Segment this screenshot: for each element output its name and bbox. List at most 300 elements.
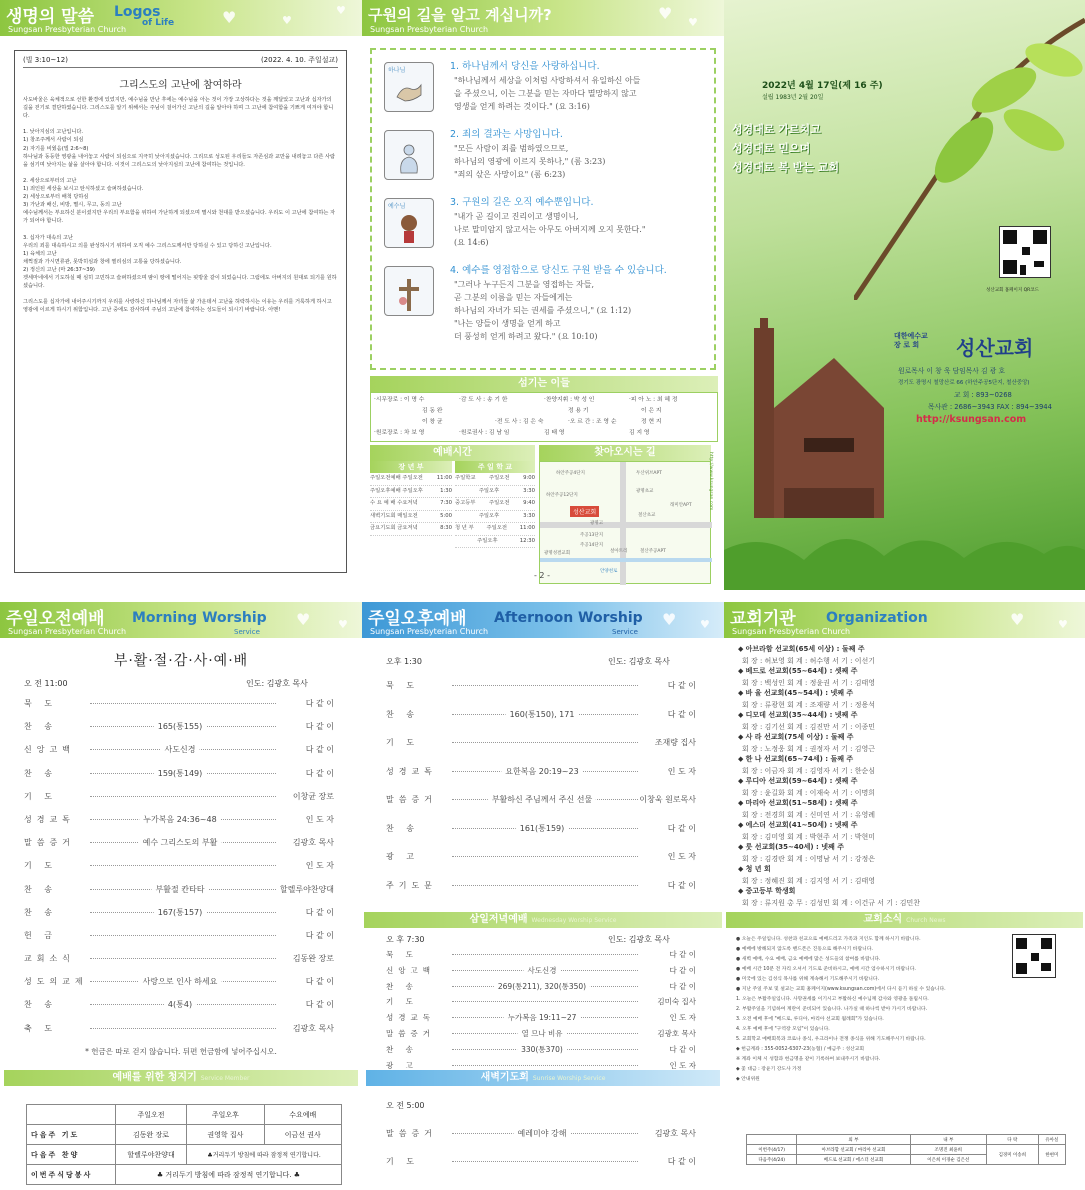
order-item-name: 찬 송: [386, 709, 419, 719]
table-cell: 베드로 선교회 / 에스더 선교회: [797, 1155, 910, 1165]
order-item-content: 사도신경: [161, 744, 200, 755]
diamond-icon: ◆: [738, 799, 746, 807]
schedule-time: 8:30: [440, 525, 452, 531]
heart-icon: ♥: [338, 618, 348, 631]
table-cell: ♣ 거리두기 방침에 따라 잠정적 연기합니다. ♣: [115, 1165, 341, 1185]
diamond-icon: ◆: [738, 777, 746, 785]
schedule-time: 5:00: [440, 512, 452, 519]
order-item-leader: 다 같 이: [305, 745, 334, 755]
table-cell: [747, 1135, 797, 1145]
sermon-paragraph: 하나님과 동등한 영광을 내어놓고 사람이 되심으로 지극히 낮아지셨습니다. 그리므로 성도된 우리들도 자존심과 교만을 내려놓고 다른 사람을 섬기며 낮아지는 삶을 살아야 합니다. 이것이 그리스도의 낮아지심의 고난에 참여하는 것입니다.: [23, 153, 336, 168]
order-row: [362, 731, 724, 760]
table-row: [747, 1145, 1066, 1155]
servant-cell: ·피 아 노 : 최 혜 정: [629, 397, 678, 403]
news-item: ● 예배에 방해되지 않도록 핸드폰은 진동으로 해주시기 바랍니다.: [736, 947, 873, 952]
worship-schedule: [370, 445, 535, 584]
organization-officers: 회 장 : 류지원 총 무 : 김성민 회 계 : 이건규 서 기 : 김민찬: [742, 898, 921, 907]
church-building-image: [744, 318, 884, 518]
order-title: 부·활·절·감·사·예·배: [113, 653, 249, 669]
servants-row: [374, 417, 714, 428]
school-title: 주 일 학 교: [455, 461, 535, 473]
order-row: [362, 1041, 724, 1057]
order-row: [0, 692, 362, 715]
heart-icon: ♥: [700, 618, 710, 631]
servants-row: [374, 406, 714, 417]
order-item-leader: 다 같 이: [667, 709, 696, 719]
map-label: 광명성결교회: [544, 551, 571, 556]
sermon-paragraph: 2) 세상으로부터 배척 당하심: [23, 194, 89, 201]
news-title-text: 교회소식: [863, 914, 903, 925]
order-row: [362, 674, 724, 703]
sermon-panel: [0, 0, 362, 590]
map-label: 철산초교: [638, 513, 656, 518]
organization-name: 에스더 선교회(41~50세) : 넷째 주: [745, 821, 858, 829]
order-item-name: 말씀증거: [24, 838, 75, 848]
worship-leader: 인도: 김광호 목사: [608, 657, 670, 666]
order-item-name: 찬 송: [24, 722, 57, 732]
order-item-content: 165(통155): [154, 721, 207, 732]
table-row: [27, 1105, 342, 1125]
map-label: 두산위브APT: [636, 471, 662, 476]
organization-item: [738, 688, 1071, 700]
diamond-icon: ◆: [738, 711, 746, 719]
quote-line: "나는 양들이 생명을 얻게 하고: [454, 319, 561, 328]
dotted-leader: [90, 796, 276, 797]
news-item: 1. 오늘은 부활주일입니다. 사망권세를 이기시고 부활하신 예수님께 감사와 영광을 돌립시다.: [736, 997, 929, 1002]
news-item: 3. 오전 예배 후에 "베드로, 루디아, 마리아 선교회 월례회"가 있습니다.: [736, 1017, 884, 1022]
website-link[interactable]: http://ksungsan.com: [916, 414, 1027, 425]
organization-name: 룻 선교회(35~40세) : 넷째 주: [745, 843, 844, 851]
schedule-time: 1:30: [440, 487, 452, 494]
usher-title-text: 예배를 위한 청지기: [112, 1072, 197, 1083]
order-item-content: 사랑으로 인사 하세요: [139, 976, 222, 987]
diamond-icon: ◆: [738, 865, 746, 873]
sermon-header: [0, 0, 362, 36]
qr-code-icon[interactable]: [999, 226, 1051, 278]
order-item-leader: 다 같 이: [305, 1000, 334, 1010]
schedule-group: 청 년 부: [455, 525, 474, 531]
guide-table: [746, 1134, 1066, 1165]
sermon-paragraph: 우리의 죄를 대속하시고 의를 완성하시기 위하여 오직 예수 그리스도께서만 당하실 수 있고 당하신 고난입니다.: [23, 242, 272, 249]
schedule-row: [370, 486, 452, 499]
organization-name: 디모데 선교회(35~44세) : 넷째 주: [745, 711, 858, 719]
order-list: [362, 946, 724, 1088]
news-item: ● 새벽 예배, 수요 예배, 금요 예배에 많은 성도들의 참여를 바랍니다.: [736, 957, 881, 962]
order-row: [0, 901, 362, 924]
order-item-content: 269(통211), 320(통350): [494, 981, 590, 992]
order-item-leader: 김광호 목사: [654, 1129, 696, 1138]
schedule-name: 주일오전: [486, 525, 507, 531]
order-item-leader: 인 도 자: [305, 814, 334, 824]
sermon-body: [23, 96, 338, 315]
order-item-name: 기 도: [386, 1157, 419, 1166]
news-item: ● 지난 주일 주보 및 설교는 교회 홈페이지(www.ksungsan.com)에서 다시 듣기 하실 수 있습니다.: [736, 987, 946, 992]
cross-icon: [384, 266, 434, 316]
sermon-paragraph: 채찍질과 가시면류관, 못박히심과 창에 찔리심의 고통을 당하셨습니다.: [23, 258, 182, 265]
order-row: [0, 878, 362, 901]
dotted-leader: [452, 1001, 638, 1002]
table-cell: 아브라함 선교회 / 마리아 선교회: [797, 1145, 910, 1155]
info-section: [370, 376, 718, 584]
order-head: [362, 1096, 724, 1114]
order-item-leader: 인 도 자: [669, 1013, 696, 1023]
worship-time: 오 전 11:00: [24, 679, 68, 688]
hands-icon: [384, 62, 434, 112]
organization-title-en: Organization: [826, 610, 928, 626]
schedule-time: 7:30: [440, 500, 452, 506]
table-cell: ♣거리두기 방침에 따라 잠정적 연기합니다.: [187, 1145, 342, 1165]
order-item-name: 말씀증거: [386, 1028, 435, 1038]
servant-cell: 김 동 완: [422, 408, 443, 414]
order-item-name: 성경교독: [386, 1013, 435, 1023]
order-item-name: 찬 송: [386, 823, 419, 833]
order-item-leader: 다 같 이: [305, 699, 334, 708]
diamond-icon: ◆: [738, 689, 746, 697]
dotted-leader: [90, 865, 276, 866]
table-cell: 조명진 최윤희: [910, 1145, 986, 1155]
diamond-icon: ◆: [738, 843, 746, 851]
schedule-row: [455, 523, 535, 536]
map-label: 설아트리: [610, 549, 628, 554]
schedule-name: 수 요 예 배 수요저녁: [370, 500, 418, 506]
news-item: ● 오늘은 주일입니다. 성찬과 친교으로 예배드리고 가족과 지인도 함께 하시기 바랍니다.: [736, 937, 921, 942]
organization-item: [738, 864, 1071, 876]
sermon-box: [14, 50, 347, 573]
founded-date: 설립 1983년 2월 20일: [762, 94, 824, 101]
order-item-leader: 김광호 목사: [292, 838, 334, 848]
order-item-name: 기 도: [24, 861, 57, 871]
order-item-name: 광 고: [386, 852, 419, 861]
order-row: [362, 978, 724, 994]
worship-leader: 인도: 김광호 목사: [608, 935, 670, 944]
organization-item: [738, 820, 1071, 832]
order-item-leader: 다 같 이: [305, 907, 334, 917]
quote-line: "하나님께서 세상을 이처럼 사랑하셔서 유일하신 아들: [454, 76, 641, 85]
directions: [539, 445, 711, 584]
order-item-leader: 조재량 집사: [654, 738, 696, 747]
order-item-name: 성경교독: [386, 766, 437, 776]
table-header: 내 부: [910, 1135, 986, 1145]
afternoon-sub2: Service: [612, 628, 638, 636]
sermon-paragraph: 1. 낮아지심의 고난입니다.: [23, 129, 84, 136]
diamond-icon: ◆: [738, 733, 746, 741]
map-label: 철산주공APT: [640, 549, 666, 554]
order-item-leader: 김광호 목사: [292, 1023, 334, 1033]
organization-officers: 회 장 : 김미영 회 계 : 박현주 서 기 : 박현미: [742, 832, 875, 841]
order-item-leader: 인 도 자: [305, 861, 334, 871]
order-row: [0, 947, 362, 970]
table-header: 주일오전: [115, 1105, 186, 1125]
servant-cell: ·시무장로 : 이 명 수: [374, 397, 425, 403]
order-item-name: 찬 송: [24, 907, 57, 917]
morning-title-ko: 주일오전예배: [6, 609, 105, 629]
schedule-name: 주일오후: [478, 512, 500, 519]
order-item-leader: 인 도 자: [669, 1060, 696, 1070]
sermon-paragraph: 2) 자기를 비웠음(빌 2:6~8): [23, 145, 89, 152]
order-item-name: 성경교독: [24, 814, 75, 824]
servants-row: [374, 428, 714, 439]
table-cell: 이번주(4/17): [747, 1145, 797, 1155]
diamond-icon: ◆: [738, 667, 746, 675]
organization-item: [738, 666, 1071, 678]
sermon-paragraph: 1) 육체의 고난: [23, 250, 57, 257]
order-item-leader: 할렐루야찬양대: [279, 884, 334, 894]
row-label: 다음주 기도: [27, 1125, 116, 1145]
church-motto: [732, 120, 839, 177]
sermon-header-title: 생명의 말씀: [6, 7, 95, 27]
sermon-paragraph: 2) 정신의 고난 (마 26:37~39): [23, 266, 95, 273]
schedule-time: 11:00: [436, 475, 452, 481]
schedule-columns: [370, 461, 535, 548]
heart-icon: ♥: [222, 8, 237, 27]
quote-line: 영생을 얻게 하려는 것이다." (요 3:16): [454, 102, 590, 111]
schedule-row: [370, 498, 452, 511]
sermon-header-en2: of Life: [142, 18, 175, 28]
servant-cell: 정 용 기: [568, 408, 589, 414]
quote-line: 하나님의 자녀가 되는 권세를 주셨으니," (요 1:12): [454, 306, 632, 315]
morning-sub2: Service: [234, 628, 260, 636]
organization-officers: 회 장 : 류광현 회 계 : 조재량 서 기 : 정용석: [742, 700, 875, 709]
organization-item: [738, 710, 1071, 722]
qr-code-icon[interactable]: [1012, 934, 1056, 978]
order-item-name: 말씀증거: [386, 1129, 437, 1138]
pastors: 원로목사 이 창 욱 담임목사 김 광 호: [898, 367, 1006, 375]
organization-item: [738, 886, 1071, 898]
table-header: 수요예배: [264, 1105, 341, 1125]
order-item-name: 신앙고백: [386, 965, 435, 975]
gospel-box: [370, 48, 716, 370]
order-head: [362, 652, 724, 670]
organization-name: 루디아 선교회(59~64세) : 셋째 주: [745, 777, 858, 785]
quote-line: (요 14:6): [454, 238, 489, 247]
heart-icon: ♥: [1058, 618, 1068, 631]
table-header: 다 락: [986, 1135, 1038, 1145]
salvation-panel: [362, 0, 724, 590]
order-head: [0, 674, 362, 692]
schedule-row: [455, 486, 535, 499]
schedule-name: 주일오후: [477, 537, 498, 544]
schedule-name: 금요기도회 금요저녁: [370, 525, 418, 531]
order-item-leader: 김미숙 집사: [657, 997, 696, 1007]
schedule-row: [455, 473, 535, 486]
order-item-content: 예수 그리스도의 부활: [139, 837, 222, 848]
sermon-paragraph: 1) 창조주께서 사람이 되심: [23, 137, 84, 144]
news-title: [726, 912, 1083, 928]
organization-list: [724, 644, 1085, 908]
heart-icon: ♥: [658, 4, 673, 23]
table-cell: 이은희 이경순 김은선: [910, 1155, 986, 1165]
order-row: [362, 874, 724, 903]
afternoon-title-en: Afternoon Worship: [494, 610, 643, 626]
order-item-leader: 다 같 이: [667, 681, 696, 690]
heart-icon: ♥: [282, 14, 292, 27]
dotted-leader: [90, 935, 276, 936]
order-item-name: 말씀증거: [386, 795, 437, 804]
qr-caption: 성산교회 홈페이지 QR코드: [986, 288, 1039, 293]
servants-grid: [370, 392, 718, 442]
organization-item: [738, 842, 1071, 854]
gospel-item-quote: [454, 210, 646, 249]
table-cell: 이금선 권사: [264, 1125, 341, 1145]
order-item-name: 찬 송: [24, 884, 57, 894]
order-item-leader: 다 같 이: [667, 823, 696, 833]
afternoon-worship-panel: [362, 602, 724, 1190]
order-row: [0, 993, 362, 1016]
quote-line: 나로 말미암지 않고서는 아무도 아버지께 오지 못한다.": [454, 225, 646, 234]
office-phone: 교 회 : 893~0268: [954, 391, 1012, 399]
bulletin-date: 2022년 4월 17일(제 16 주): [762, 81, 883, 91]
organization-officers: 회 장 : 이금자 회 계 : 김영자 서 기 : 한순심: [742, 766, 875, 775]
order-item-leader: 다 같 이: [305, 722, 334, 732]
quote-line: "죄의 삯은 사망이요" (롬 6:23): [454, 170, 566, 179]
table-cell: 권영학 집사: [187, 1125, 264, 1145]
schedule-row: [370, 511, 452, 524]
order-item-name: 찬 송: [24, 768, 57, 778]
table-header: 주일오후: [187, 1105, 264, 1125]
church-name: 성산교회: [956, 336, 1034, 360]
afternoon-title-ko: 주일오후예배: [368, 609, 467, 629]
dotted-leader: [90, 958, 276, 959]
worship-time: 오 전 5:00: [386, 1101, 425, 1110]
adult-title: 장 년 부: [370, 461, 452, 473]
school-schedule: [455, 461, 535, 548]
order-item-content: 160(통150), 171: [506, 709, 579, 720]
servants-row: [374, 395, 714, 406]
usher-title-en: Service Member: [200, 1075, 250, 1082]
dotted-leader: [452, 1065, 638, 1066]
gospel-item: [384, 262, 714, 366]
offering-note: * 헌금은 따로 걷지 않습니다. 뒤편 헌금함에 넣어주십시오.: [85, 1046, 277, 1056]
organization-name: 사 라 선교회(75세 이상) : 둘째 주: [745, 733, 854, 741]
organization-item: [738, 798, 1071, 810]
order-row: [362, 946, 724, 962]
heart-icon: ♥: [296, 610, 311, 629]
order-item-leader: 인 도 자: [667, 766, 696, 776]
order-row: [362, 1122, 724, 1150]
organization-name: 청 년 회: [745, 865, 771, 873]
order-row: [362, 817, 724, 846]
table-cell: [27, 1105, 116, 1125]
order-item-name: 묵 도: [386, 681, 419, 690]
morning-header: [0, 602, 362, 638]
cover-panel: [724, 0, 1085, 590]
quote-line: "그러나 누구든지 그분을 영접하는 자들,: [454, 280, 595, 289]
map-label: 하안주공12단지: [546, 493, 578, 498]
order-row: [362, 1150, 724, 1178]
table-row: [27, 1145, 342, 1165]
map-label: 래미안APT: [670, 503, 692, 508]
map-church-marker: 성산교회: [570, 506, 599, 517]
order-row: [362, 845, 724, 874]
table-row: [27, 1165, 342, 1185]
map-road: [540, 522, 712, 528]
motto-line: 성경대로 복 받는 교회: [732, 161, 840, 174]
sermon-paragraph: 3) 가난과 배신, 비방, 멸시, 무고, 동의 고난: [23, 202, 122, 209]
worship-time: 오 후 7:30: [386, 935, 425, 944]
map-label: 주공13단지: [580, 533, 604, 538]
order-item-name: 기 도: [24, 791, 57, 801]
order-item-leader: 다 같 이: [669, 1044, 696, 1054]
order-list: [362, 674, 724, 902]
schedule-name: 주일오후예배 주일오후: [370, 487, 423, 494]
order-row: [0, 738, 362, 761]
organization-title-ko: 교회기관: [730, 609, 796, 629]
sermon-paragraph: 겟세마네에서 기도하실 때 심히 고민하고 슬퍼하셨으며 땀이 땅에 떨어지는 핏방울 같이 되었습니다. 그럼에도 아버지의 원대로 되기를 원하셨습니다.: [23, 275, 337, 290]
order-item-leader: 다 같 이: [667, 1157, 696, 1166]
quote-line: 을 주셨으니, 이는 그분을 믿는 자마다 멸망하지 않고: [454, 89, 637, 98]
servant-cell: [495, 406, 568, 417]
motto-line: 성경대로 가르치고: [732, 123, 821, 136]
order-row: [362, 760, 724, 789]
map-label: 하안주공4단지: [556, 471, 585, 476]
sermon-paragraph: 사도바울은 육체적으로 선한 환경에 있었지만, 예수님을 만난 후에는 예수님을 아는 것이 가장 고상하다는 것을 깨달았고 고난과 십자가의 길을 걷기로 결단하였습니다. 그리스도를 알기 위해서는 주님이 걸어가신 고난의 길을 알아야 하며 그 고난에 참여함을 기쁘게 여겨야 합니다.: [23, 97, 334, 120]
order-item-name: 찬 송: [386, 981, 418, 991]
map-label: 안양천로: [600, 569, 618, 574]
usher-title: [4, 1070, 358, 1086]
order-row: [0, 1017, 362, 1040]
news-title-en: Church News: [906, 917, 946, 924]
organization-officers: 회 장 : 김기선 회 계 : 김진만 서 기 : 이종민: [742, 722, 875, 731]
order-item-name: 축 도: [24, 1023, 57, 1033]
map-label: 광명고: [590, 521, 604, 526]
news-item: 2. 부활주일을 기념하여 계란이 준비되어 있습니다. 나가실 때 하나씩 받아 가시기 바랍니다.: [736, 1007, 928, 1012]
schedule-time: 12:30: [519, 537, 535, 544]
sermon-paragraph: 2. 세상으로부터의 고난: [23, 177, 77, 184]
adult-schedule: [370, 461, 452, 548]
order-item-name: 주기도문: [386, 880, 437, 890]
gospel-item-quote: [454, 74, 640, 113]
map: [539, 461, 711, 584]
order-item-leader: 다 같 이: [669, 981, 696, 991]
schedule-group: 주일학교: [455, 475, 476, 481]
address: 경기도 광명시 철망산로 66 (하안주공5단지, 철산중앙): [898, 380, 1030, 386]
sermon-paragraph: 예수님께서는 부요하신 분이셨지만 우리의 부요함을 위하여 가난하게 되셨으며 멸시와 천대를 받으셨습니다. 우리도 이 고난에 참여하는 자가 되어야 합니다.: [23, 210, 336, 225]
dotted-leader: [452, 742, 638, 743]
website-vertical[interactable]: http://www.ksungsan.com: [708, 452, 713, 511]
order-item-leader: 인 도 자: [667, 852, 696, 861]
organization-name: 마리아 선교회(51~58세) : 셋째 주: [745, 799, 858, 807]
sermon-header-en: Logos: [114, 4, 161, 20]
salvation-header: [362, 0, 724, 36]
news-list: [724, 932, 1014, 1088]
schedule-name: 새벽기도회 매일오전: [370, 512, 418, 519]
salvation-header-sub: Sungsan Presbyterian Church: [370, 25, 489, 34]
servant-cell: ·감 도 사 : 송 기 한: [459, 397, 508, 403]
organization-item: [738, 754, 1071, 766]
wednesday-title-en: Wednesday Worship Service: [531, 917, 617, 924]
news-item: ● 미국에 있는 김성식 목사를 위해 계속해서 기도해주시기 바랍니다.: [736, 977, 880, 982]
grass-image: [724, 520, 1085, 590]
order-row: [0, 831, 362, 854]
sermon-paragraph: 그리스도를 십자가에 내어주시기까지 우리를 사랑하신 하나님께서 자녀들 삶 가운데서 고난을 허락하시는 이유는 우리를 거룩하게 하시고 영광에 이르게 하시기 위함입니다. 고난 중에도 감사하며 주님의 고난에 참여하는 성도들이 되시기 바랍니다. 아멘!: [23, 299, 332, 314]
schedule-name: 주일오전: [489, 500, 510, 506]
table-cell: 할렐루야찬양대: [115, 1145, 186, 1165]
servant-cell: ·오 르 간 : 조 영 순: [568, 419, 617, 425]
diamond-icon: ◆: [738, 645, 746, 653]
order-row: [0, 785, 362, 808]
order-row: [362, 993, 724, 1009]
dawn-title-text: 새벽기도회: [480, 1072, 529, 1083]
row-label: 이번주식당봉사: [27, 1165, 116, 1185]
morning-sub: Sungsan Presbyterian Church: [8, 627, 127, 636]
news-item: ◆ 헌금계좌 : 355-0052-6307-23(농협) / 예금주 : 성산교회: [736, 1047, 865, 1052]
organization-item: [738, 644, 1071, 656]
order-item-name: 기 도: [386, 997, 418, 1007]
table-header: 외 부: [797, 1135, 910, 1145]
order-item-leader: 다 같 이: [305, 930, 334, 940]
order-item-name: 성도의교제: [24, 977, 88, 987]
heart-icon: ♥: [688, 16, 698, 29]
